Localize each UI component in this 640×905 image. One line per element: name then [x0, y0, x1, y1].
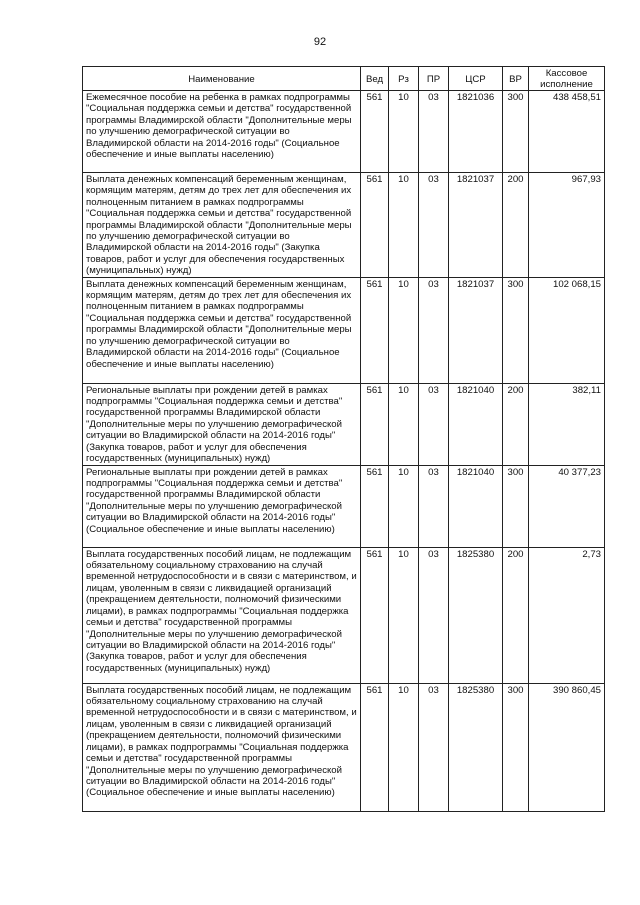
- row-ved: 561: [361, 465, 389, 547]
- row-pr: 03: [419, 465, 449, 547]
- row-ved: 561: [361, 547, 389, 683]
- row-csr: 1825380: [449, 683, 503, 811]
- row-rz: 10: [389, 173, 419, 278]
- header-pr: ПР: [419, 67, 449, 91]
- row-vr: 300: [503, 277, 529, 383]
- row-csr: 1821040: [449, 465, 503, 547]
- row-vr: 200: [503, 383, 529, 465]
- budget-execution-table: [82, 66, 605, 812]
- header-ved: Вед: [361, 67, 389, 91]
- row-rz: 10: [389, 465, 419, 547]
- row-rz: 10: [389, 91, 419, 173]
- row-rz: 10: [389, 547, 419, 683]
- row-name: Выплата государственных пособий лицам, не подлежащим обязательному социальному страхованию на случай временной нетрудоспособности и в связи с материнством, и лицам, уволенным в связи с ликвидацией организаций (прекращением деятельности, полномочий физическими лицами), в рамках подпрограммы "Социальная поддержка семьи и детства" государственной программы "Дополнительные меры по улучшению демографической ситуации во Владимирской области на 2014-2016 годы" (Закупка товаров, работ и услуг для обеспечения государственных (муниципальных) нужд): [83, 547, 361, 683]
- row-csr: 1821037: [449, 173, 503, 278]
- row-name: Выплата денежных компенсаций беременным женщинам, кормящим матерям, детям до трех лет для обеспечения их полноценным питанием в рамках подпрограммы "Социальная поддержка семьи и детства" государственной программы Владимирской области "Дополнительные меры по улучшению демографической ситуации во Владимирской области на 2014-2016 годы" (Закупка товаров, работ и услуг для обеспечения государственных (муниципальных) нужд): [83, 173, 361, 278]
- row-vr: 300: [503, 683, 529, 811]
- row-vr: 200: [503, 173, 529, 278]
- table-header-row: [83, 67, 605, 91]
- row-ved: 561: [361, 383, 389, 465]
- row-name: Ежемесячное пособие на ребенка в рамках подпрограммы "Социальная поддержка семьи и детства" государственной программы Владимирской области "Дополнительные меры по улучшению демографической ситуации во Владимирской области на 2014-2016 годы" (Социальное обеспечение и иные выплаты населению): [83, 91, 361, 173]
- row-amount: 2,73: [529, 547, 605, 683]
- row-csr: 1821040: [449, 383, 503, 465]
- table-row: [83, 465, 605, 547]
- header-rz: Рз: [389, 67, 419, 91]
- row-amount: 967,93: [529, 173, 605, 278]
- row-ved: 561: [361, 683, 389, 811]
- row-name: Региональные выплаты при рождении детей в рамках подпрограммы "Социальная поддержка семьи и детства" государственной программы Владимирской области "Дополнительные меры по улучшению демографической ситуации во Владимирской области на 2014-2016 годы" (Закупка товаров, работ и услуг для обеспечения государственных (муниципальных) нужд): [83, 383, 361, 465]
- row-pr: 03: [419, 683, 449, 811]
- row-pr: 03: [419, 547, 449, 683]
- row-amount: 390 860,45: [529, 683, 605, 811]
- row-name: Выплата денежных компенсаций беременным женщинам, кормящим матерям, детям до трех лет для обеспечения их полноценным питанием в рамках подпрограммы "Социальная поддержка семьи и детства" государственной программы Владимирской области "Дополнительные меры по улучшению демографической ситуации во Владимирской области на 2014-2016 годы" (Социальное обеспечение и иные выплаты населению): [83, 277, 361, 383]
- table-row: [83, 173, 605, 278]
- row-amount: 438 458,51: [529, 91, 605, 173]
- row-csr: 1825380: [449, 547, 503, 683]
- row-ved: 561: [361, 173, 389, 278]
- header-vr: ВР: [503, 67, 529, 91]
- row-ved: 561: [361, 91, 389, 173]
- table-row: [83, 383, 605, 465]
- row-vr: 300: [503, 91, 529, 173]
- row-rz: 10: [389, 277, 419, 383]
- table-row: [83, 547, 605, 683]
- row-csr: 1821036: [449, 91, 503, 173]
- row-csr: 1821037: [449, 277, 503, 383]
- row-pr: 03: [419, 277, 449, 383]
- row-amount: 102 068,15: [529, 277, 605, 383]
- row-amount: 40 377,23: [529, 465, 605, 547]
- row-name: Региональные выплаты при рождении детей в рамках подпрограммы "Социальная поддержка семьи и детства" государственной программы Владимирской области "Дополнительные меры по улучшению демографической ситуации во Владимирской области на 2014-2016 годы" (Социальное обеспечение и иные выплаты населению): [83, 465, 361, 547]
- row-pr: 03: [419, 173, 449, 278]
- row-rz: 10: [389, 383, 419, 465]
- row-rz: 10: [389, 683, 419, 811]
- row-ved: 561: [361, 277, 389, 383]
- row-vr: 300: [503, 465, 529, 547]
- table-row: [83, 91, 605, 173]
- header-csr: ЦСР: [449, 67, 503, 91]
- header-amount: Кассовое исполнение: [529, 67, 605, 91]
- row-name: Выплата государственных пособий лицам, не подлежащим обязательному социальному страхованию на случай временной нетрудоспособности и в связи с материнством, и лицам, уволенным в связи с ликвидацией организаций (прекращением деятельности, полномочий физическими лицами), в рамках подпрограммы "Социальная поддержка семьи и детства" государственной программы "Дополнительные меры по улучшению демографической ситуации во Владимирской области на 2014-2016 годы" (Социальное обеспечение и иные выплаты населению): [83, 683, 361, 811]
- header-name: Наименование: [83, 67, 361, 91]
- row-amount: 382,11: [529, 383, 605, 465]
- table-row: [83, 277, 605, 383]
- table-row: [83, 683, 605, 811]
- row-vr: 200: [503, 547, 529, 683]
- page-number: 92: [313, 36, 327, 48]
- row-pr: 03: [419, 383, 449, 465]
- row-pr: 03: [419, 91, 449, 173]
